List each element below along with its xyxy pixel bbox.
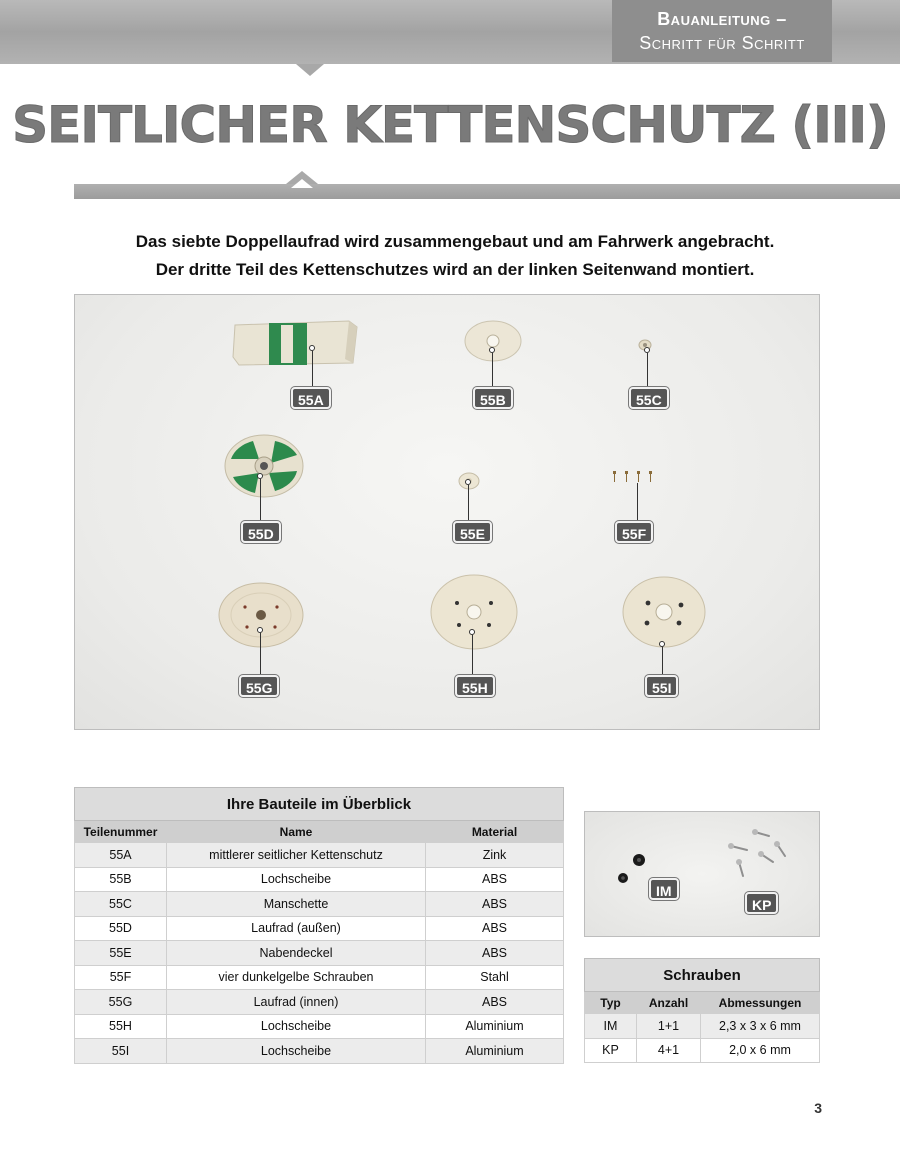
leader-line <box>312 351 313 387</box>
column-header: Name <box>167 821 426 843</box>
part-label-55c: 55C <box>629 387 669 409</box>
title-rule <box>74 184 900 199</box>
part-55d-image <box>223 433 305 499</box>
table-cell: 55A <box>75 843 167 868</box>
table-row <box>585 1014 820 1039</box>
table-cell: 55H <box>75 1014 167 1039</box>
part-label-55e: 55E <box>453 521 492 543</box>
table-cell: 55C <box>75 892 167 917</box>
column-header: Anzahl <box>637 992 701 1014</box>
part-55h-image <box>429 573 519 651</box>
part-label-55i: 55I <box>645 675 678 697</box>
table-cell: Aluminium <box>426 1014 564 1039</box>
part-label-55d: 55D <box>241 521 281 543</box>
screw-im-image <box>613 850 653 890</box>
table-row <box>585 1038 820 1063</box>
table-row <box>75 843 564 868</box>
leader-line <box>468 485 469 521</box>
leader-line <box>492 353 493 387</box>
table-row <box>75 867 564 892</box>
part-55a-image <box>231 313 361 369</box>
part-label-55g: 55G <box>239 675 279 697</box>
table-row <box>75 990 564 1015</box>
table-cell: Aluminium <box>426 1039 564 1064</box>
table-cell: 55E <box>75 941 167 966</box>
section-label-line1: Bauanleitung – <box>657 9 787 29</box>
table-cell: Laufrad (außen) <box>167 916 426 941</box>
screws-table <box>584 958 820 1063</box>
leader-line <box>637 483 638 521</box>
table-cell: 55B <box>75 867 167 892</box>
table-cell: IM <box>585 1014 637 1039</box>
table-cell: ABS <box>426 941 564 966</box>
table-cell: Nabendeckel <box>167 941 426 966</box>
parts-photo <box>74 294 820 730</box>
page-number: 3 <box>814 1100 822 1116</box>
leader-line <box>260 479 261 521</box>
leader-line <box>472 635 473 675</box>
table-cell: 2,3 x 3 x 6 mm <box>701 1014 820 1039</box>
screws-photo <box>584 811 820 937</box>
table-cell: vier dunkelgelbe Schrauben <box>167 965 426 990</box>
table-cell: ABS <box>426 867 564 892</box>
table-cell: 55I <box>75 1039 167 1064</box>
table-cell: KP <box>585 1038 637 1063</box>
parts-table <box>74 787 564 1064</box>
screw-kp-image <box>725 822 801 882</box>
table-cell: Lochscheibe <box>167 1014 426 1039</box>
table-cell: ABS <box>426 892 564 917</box>
intro-line-1: Das siebte Doppellaufrad wird zusammengebaut und am Fahrwerk angebracht. <box>135 232 775 251</box>
table-cell: 1+1 <box>637 1014 701 1039</box>
table-row <box>75 965 564 990</box>
section-label-line2: Schritt für Schritt <box>639 33 805 53</box>
section-label <box>612 0 832 62</box>
intro-line-2: Der dritte Teil des Kettenschutzes wird an der linken Seitenwand montiert. <box>155 260 755 279</box>
table-cell: Manschette <box>167 892 426 917</box>
table-row <box>75 892 564 917</box>
part-label-55a: 55A <box>291 387 331 409</box>
column-header: Typ <box>585 992 637 1014</box>
table-cell: 4+1 <box>637 1038 701 1063</box>
part-label-55b: 55B <box>473 387 513 409</box>
table-cell: Stahl <box>426 965 564 990</box>
table-cell: Laufrad (innen) <box>167 990 426 1015</box>
leader-line <box>647 353 648 387</box>
table-cell: mittlerer seitlicher Kettenschutz <box>167 843 426 868</box>
parts-table-title: Ihre Bauteile im Überblick <box>75 788 564 821</box>
table-cell: Lochscheibe <box>167 867 426 892</box>
table-row <box>75 1039 564 1064</box>
table-cell: ABS <box>426 990 564 1015</box>
table-cell: ABS <box>426 916 564 941</box>
part-55f-image <box>609 469 661 485</box>
table-row <box>75 916 564 941</box>
screw-label-kp: KP <box>745 892 778 914</box>
table-cell: 55F <box>75 965 167 990</box>
screw-label-im: IM <box>649 878 679 900</box>
part-label-55h: 55H <box>455 675 495 697</box>
table-cell: 2,0 x 6 mm <box>701 1038 820 1063</box>
column-header: Material <box>426 821 564 843</box>
part-55b-image <box>463 319 523 363</box>
leader-line <box>662 647 663 675</box>
screws-table-title: Schrauben <box>585 959 820 992</box>
table-cell: Zink <box>426 843 564 868</box>
table-cell: Lochscheibe <box>167 1039 426 1064</box>
leader-line <box>260 633 261 675</box>
page-title: SEITLICHER KETTENSCHUTZ (III) <box>12 96 888 154</box>
table-cell: 55G <box>75 990 167 1015</box>
column-header: Teilenummer <box>75 821 167 843</box>
part-55g-image <box>217 581 305 649</box>
table-cell: 55D <box>75 916 167 941</box>
part-55i-image <box>621 575 707 649</box>
part-label-55f: 55F <box>615 521 653 543</box>
column-header: Abmessungen <box>701 992 820 1014</box>
table-row <box>75 1014 564 1039</box>
intro-text <box>60 228 850 284</box>
table-row <box>75 941 564 966</box>
